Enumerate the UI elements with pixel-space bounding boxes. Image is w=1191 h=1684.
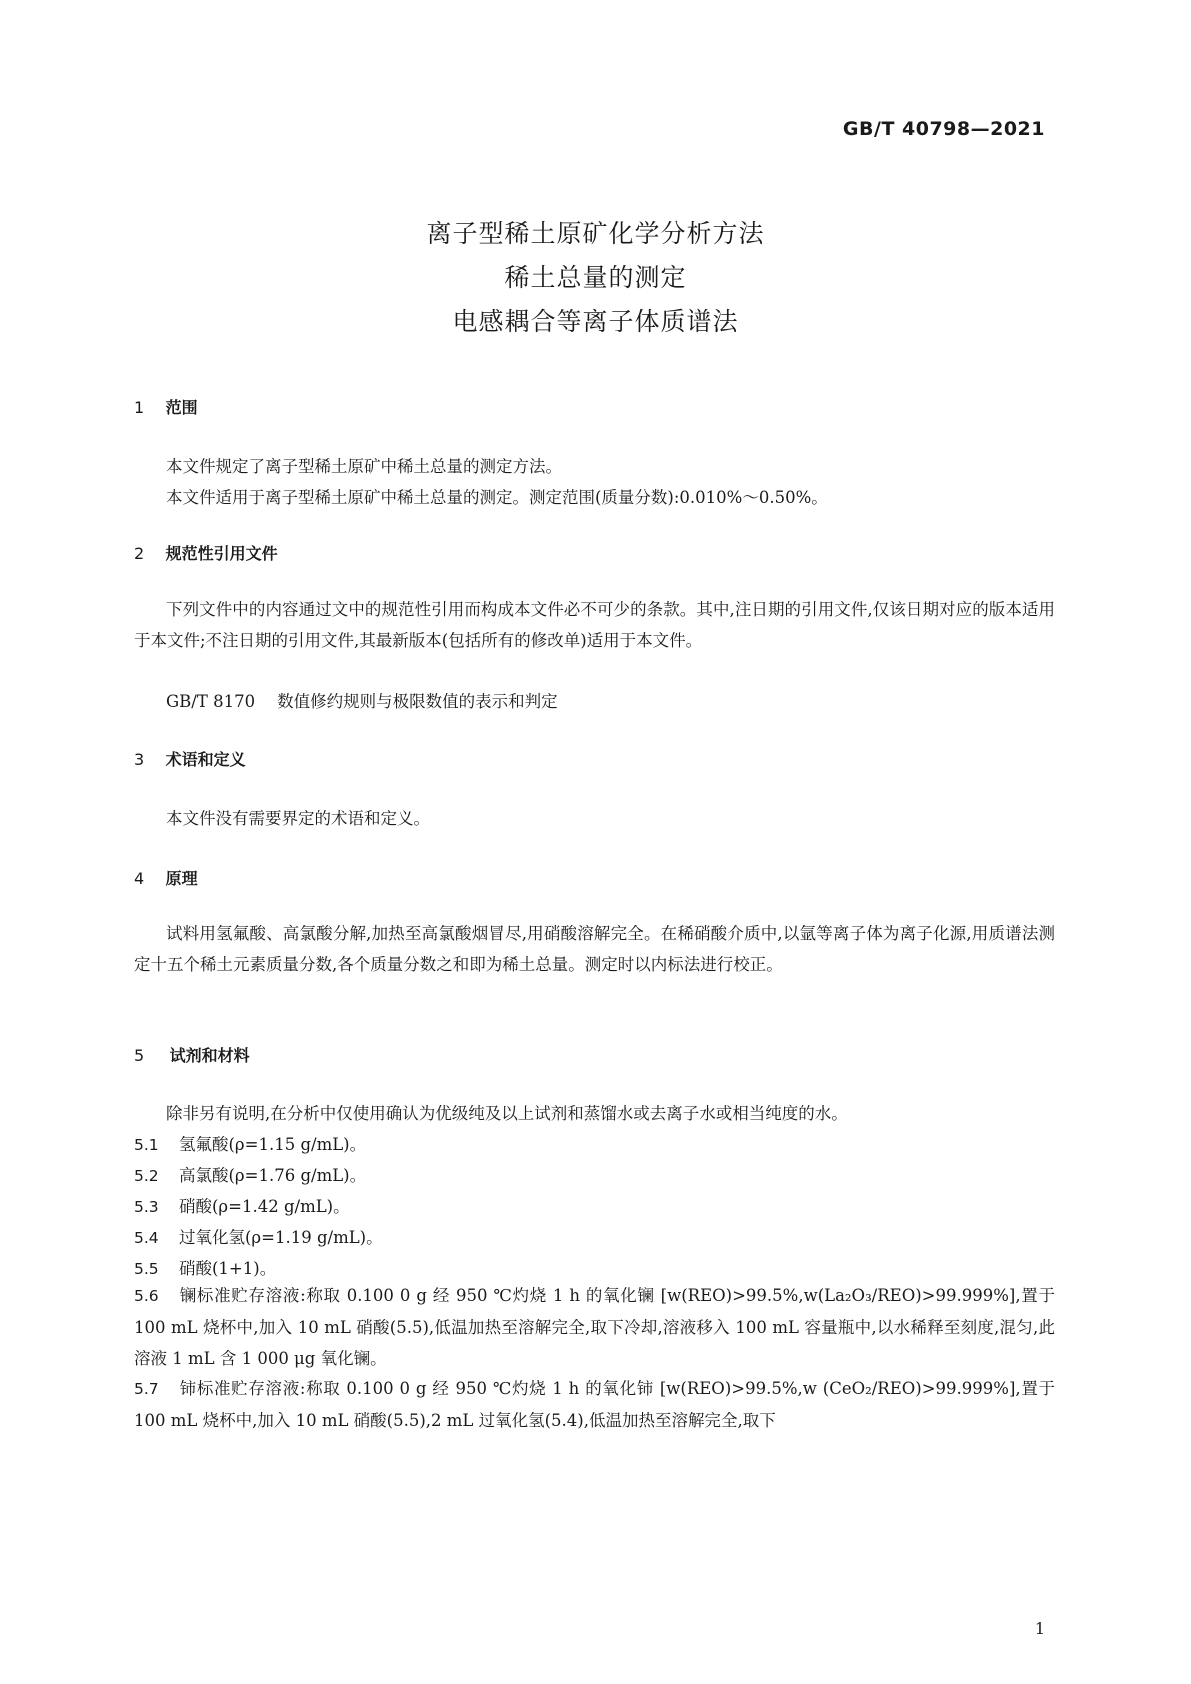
section-1-paragraph-1: 本文件规定了离子型稀土原矿中稀土总量的测定方法。 (166, 457, 562, 476)
item-text: 镧标准贮存溶液:称取 0.100 0 g 经 950 ℃灼烧 1 h 的氧化镧 [w(REO)>99.5%,w(La₂O₃/REO)>99.999%],置于 100 mL 烧杯中,加入 10 mL 硝酸(5.5),低温加热至溶解完全,取下冷却,溶液移入 100 mL 容量瓶中,以水稀释至刻度,混匀,此溶液 1 mL 含 1 000 μg 氧化镧。 (134, 1286, 1055, 1368)
section-number: 3 (134, 750, 145, 769)
reagent-item (134, 1373, 1055, 1436)
section-title: 原理 (165, 869, 198, 888)
reagent-item (134, 1131, 366, 1155)
title-line-3: 电感耦合等离子体质谱法 (452, 307, 739, 336)
section-title: 试剂和材料 (169, 1046, 250, 1065)
item-number: 5.2 (134, 1167, 159, 1185)
normative-reference (166, 688, 558, 712)
item-text: 高氯酸(ρ=1.76 g/mL)。 (179, 1166, 367, 1185)
section-title: 范围 (165, 398, 198, 417)
title-line-2: 稀土总量的测定 (504, 263, 687, 292)
page-number: 1 (1034, 1619, 1045, 1638)
section-3-heading (134, 747, 246, 770)
section-title: 规范性引用文件 (165, 544, 278, 563)
item-number: 5.6 (134, 1287, 159, 1305)
section-5-paragraph: 除非另有说明,在分析中仅使用确认为优级纯及以上试剂和蒸馏水或去离子水或相当纯度的水。 (166, 1104, 848, 1123)
item-number: 5.1 (134, 1136, 159, 1154)
item-number: 5.4 (134, 1229, 159, 1247)
reagent-item (134, 1280, 1055, 1374)
reagent-item (134, 1224, 383, 1248)
section-4-paragraph: 试料用氢氟酸、高氯酸分解,加热至高氯酸烟冒尽,用硝酸溶解完全。在稀硝酸介质中,以氩等离子体为离子化源,用质谱法测定十五个稀土元素质量分数,各个质量分数之和即为稀土总量。测定时以内标法进行校正。 (134, 924, 1055, 974)
reference-title: 数值修约规则与极限数值的表示和判定 (277, 692, 558, 711)
reagent-item (134, 1162, 366, 1186)
item-number: 5.3 (134, 1198, 159, 1216)
section-3-paragraph: 本文件没有需要界定的术语和定义。 (166, 809, 430, 828)
item-number: 5.5 (134, 1260, 159, 1278)
reference-code: GB/T 8170 (166, 692, 256, 711)
section-title: 术语和定义 (165, 750, 246, 769)
section-number: 2 (134, 544, 145, 563)
item-text: 硝酸(1+1)。 (179, 1259, 277, 1278)
item-number: 5.7 (134, 1380, 159, 1398)
section-number: 5 (134, 1046, 145, 1065)
item-text: 铈标准贮存溶液:称取 0.100 0 g 经 950 ℃灼烧 1 h 的氧化铈 [w(REO)>99.5%,w (CeO₂/REO)>99.999%],置于 100 mL 烧杯中,加入 10 mL 硝酸(5.5),2 mL 过氧化氢(5.4),低温加热至溶解完全,取下 (134, 1379, 1055, 1430)
reagent-item (134, 1255, 276, 1279)
section-1-paragraph-2: 本文件适用于离子型稀土原矿中稀土总量的测定。测定范围(质量分数):0.010%～0.50%。 (166, 488, 828, 507)
document-title (0, 212, 1191, 344)
item-text: 硝酸(ρ=1.42 g/mL)。 (179, 1197, 350, 1216)
title-line-1: 离子型稀土原矿化学分析方法 (426, 219, 765, 248)
section-5-heading (134, 1043, 250, 1066)
section-2-heading (134, 541, 278, 564)
section-4-heading (134, 866, 198, 889)
section-number: 1 (134, 398, 145, 417)
standard-code: GB/T 40798—2021 (842, 118, 1045, 140)
section-2-paragraph: 下列文件中的内容通过文中的规范性引用而构成本文件必不可少的条款。其中,注日期的引用文件,仅该日期对应的版本适用于本文件;不注日期的引用文件,其最新版本(包括所有的修改单)适用于本文件。 (134, 600, 1055, 650)
section-number: 4 (134, 869, 145, 888)
item-text: 过氧化氢(ρ=1.19 g/mL)。 (179, 1228, 383, 1247)
section-1-heading (134, 395, 198, 418)
reagent-item (134, 1193, 350, 1217)
item-text: 氢氟酸(ρ=1.15 g/mL)。 (179, 1135, 367, 1154)
